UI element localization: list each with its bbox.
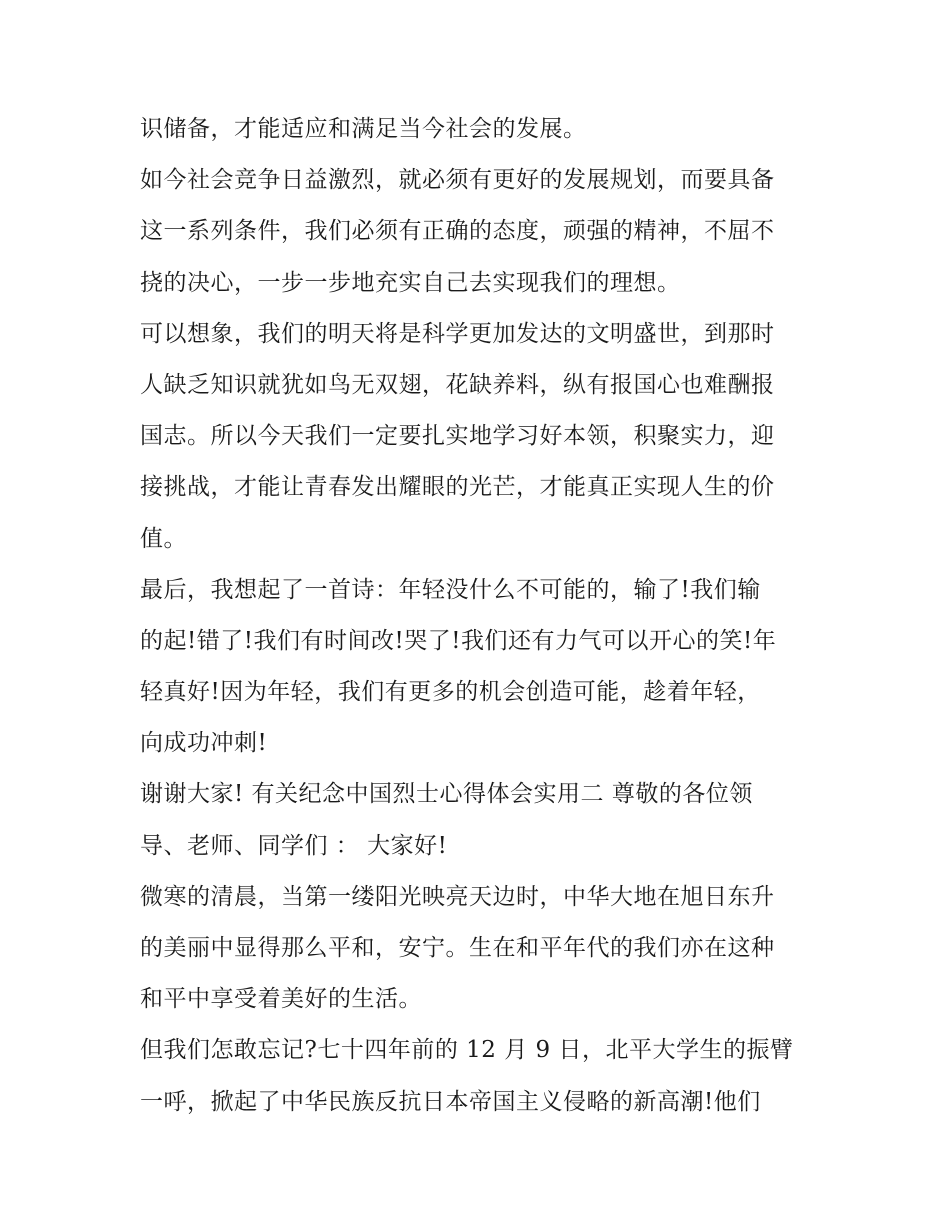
text-line: 向成功冲刺! (140, 730, 268, 757)
text-line: 可以想象，我们的明天将是科学更加发达的文明盛世，到那时 (140, 320, 775, 347)
text-line: 导、老师、同学们 ： 大家好! (140, 832, 448, 859)
text-line: 谢谢大家! 有关纪念中国烈士心得体会实用二 尊敬的各位领 (140, 781, 753, 808)
text-line: 的起!错了!我们有时间改!哭了!我们还有力气可以开心的笑!年 (140, 627, 777, 654)
text-line: 识储备，才能适应和满足当今社会的发展。 (140, 116, 587, 142)
text-line: 一呼，掀起了中华民族反抗日本帝国主义侵略的新高潮!他们 (140, 1088, 761, 1115)
text-line: 轻真好!因为年轻，我们有更多的机会创造可能，趁着年轻， (140, 679, 761, 706)
document-body (140, 104, 840, 1128)
text-line: 值。 (140, 525, 187, 552)
text-line: 和平中享受着美好的生活。 (140, 986, 422, 1013)
text-line: 微寒的清晨，当第一缕阳光映亮天边时，中华大地在旭日东升 (140, 883, 775, 910)
text-line: 但我们怎敢忘记?七十四年前的 12 月 9 日，北平大学生的振臂 (140, 1037, 794, 1064)
text-line: 的美丽中显得那么平和，安宁。生在和平年代的我们亦在这种 (140, 935, 775, 961)
text-line: 人缺乏知识就犹如鸟无双翅，花缺养料，纵有报国心也难酬报 (140, 371, 775, 398)
text-line: 最后，我想起了一首诗：年轻没什么不可能的，输了!我们输 (140, 576, 761, 603)
text-line: 接挑战，才能让青春发出耀眼的光芒，才能真正实现人生的价 (140, 474, 775, 501)
text-line: 这一系列条件，我们必须有正确的态度，顽强的精神，不屈不 (140, 218, 775, 245)
text-line: 国志。所以今天我们一定要扎实地学习好本领，积聚实力，迎 (140, 423, 775, 450)
text-line: 如今社会竞争日益激烈，就必须有更好的发展规划，而要具备 (140, 167, 775, 194)
text-line: 挠的决心，一步一步地充实自己去实现我们的理想。 (140, 269, 681, 296)
